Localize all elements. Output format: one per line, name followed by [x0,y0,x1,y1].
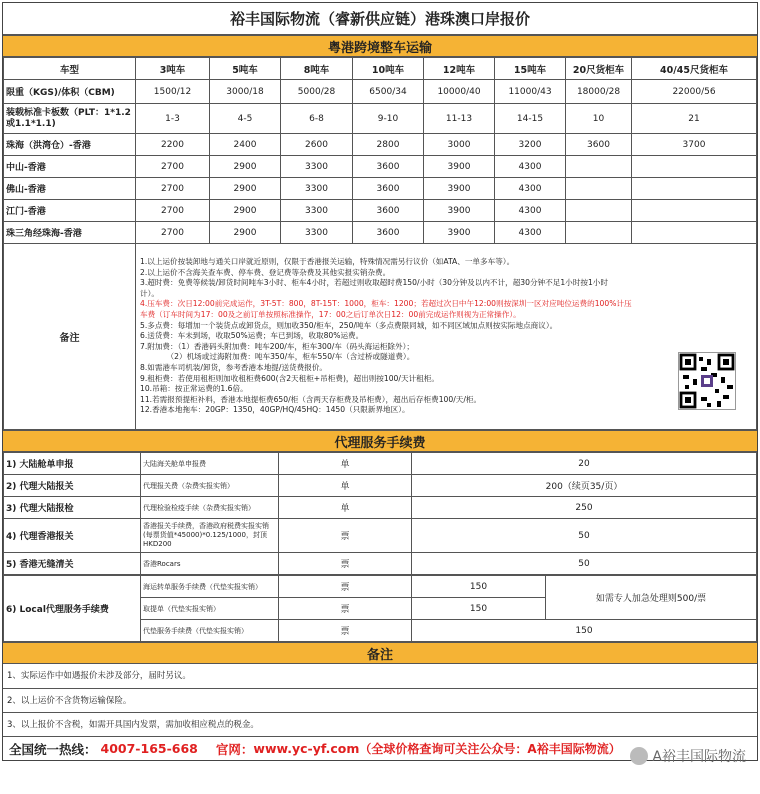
cell: 3300 [281,222,353,244]
service-row [4,519,757,553]
service-unit: 票 [279,553,412,575]
watermark [630,746,746,766]
website-link[interactable]: www.yc-yf.com [253,741,360,756]
local-desc: 取提单（代垫实报实销） [141,598,279,620]
cell: 2700 [136,178,210,200]
cell: 9-10 [353,104,424,134]
section-title-services: 代理服务手续费 [3,430,757,452]
service-label: 3) 代理大陆报检 [4,497,141,519]
cell: 4300 [495,178,566,200]
service-price: 250 [412,497,757,519]
cell: 2600 [281,134,353,156]
cell: 3600 [353,156,424,178]
header-cell: 3吨车 [136,58,210,80]
cell: 2900 [210,200,281,222]
note-line: 11.若需报预提柜补料，香港本地提柜费650/柜（含两天存柜费及吊柜费），超出后存柜费100/天/柜。 [140,394,482,404]
local-price: 150 [412,598,546,620]
route-row [4,134,757,156]
service-price: 200（续页35/页） [412,475,757,497]
note-line: 车费（订车时间为17：00及之前订单按照标准操作，17：00之后订单次日12：00前完成运作则视为正常操作）。 [140,310,521,320]
hotline-phone[interactable]: 4007-165-668 [100,741,198,756]
note-line: 12.香港本地拖车：20GP：1350，40GP/HQ/45HQ：1450（只限新界地区）。 [140,405,410,415]
cell: 3300 [281,156,353,178]
cell: 4300 [495,222,566,244]
note-line: 计）。 [140,288,159,298]
local-unit: 票 [279,620,412,642]
cell: 4300 [495,200,566,222]
cell: 2900 [210,222,281,244]
wechat-note: （全球价格查询可关注公众号：A裕丰国际物流） [359,742,621,756]
local-unit: 票 [279,598,412,620]
price-sheet [2,2,758,761]
limit-row [4,80,757,104]
note-line: 9.租柜费：若使用租柜则加收租柜费600(含2天租柜+吊柜费)，超出则按100/天计租柜。 [140,373,439,383]
service-price: 20 [412,453,757,475]
note-line: 4.压车费：次日12:00前完成运作，3T-5T：800，8T-15T：1000，柜车：1200；若超过次日中午12:00则按深圳一区对应吨位运费的100%计压 [140,299,632,309]
service-price: 50 [412,519,757,553]
local-price: 150 [412,576,546,598]
pallet-row [4,104,757,134]
cell [566,200,632,222]
route-row [4,156,757,178]
cell: 3600 [353,200,424,222]
cell: 2700 [136,222,210,244]
cell: 3900 [424,200,495,222]
row-label: 限重（KGS)/体积（CBM) [4,80,136,104]
section-title-remarks: 备注 [3,642,757,664]
cell: 11-13 [424,104,495,134]
cell: 2900 [210,178,281,200]
wechat-icon [630,747,648,765]
service-fee-table [3,452,757,575]
row-label: 珠三角经珠海-香港 [4,222,136,244]
cell [566,222,632,244]
service-desc: 代理检验检疫手续（杂费实报实销） [141,497,279,519]
note-line: （2）机场或过海附加费：吨车350/车，柜车550/车（含过桥或隧道费）。 [140,352,415,362]
row-label: 佛山-香港 [4,178,136,200]
local-desc: 代垫服务手续费（代垫实报实销） [141,620,279,642]
cell: 3000 [424,134,495,156]
cell: 4-5 [210,104,281,134]
cell: 2700 [136,156,210,178]
cell: 2400 [210,134,281,156]
service-desc: 香港报关手续费，香港政府税费实报实销(每票货值*45000)*0.125/1000，封顶HKD200 [141,519,279,553]
service-row [4,453,757,475]
route-row [4,178,757,200]
cell: 11000/43 [495,80,566,104]
local-desc: 海运转单服务手续费（代垫实报实销） [141,576,279,598]
cell [566,178,632,200]
cell: 3900 [424,178,495,200]
local-side-note: 如需专人加急处理则500/票 [546,576,757,620]
header-cell: 8吨车 [281,58,353,80]
route-row [4,200,757,222]
footer-note: 3、以上报价不含税，如需开具国内发票，需加收相应税点的税金。 [3,712,757,736]
cell: 2900 [210,156,281,178]
row-label: 中山-香港 [4,156,136,178]
route-row [4,222,757,244]
row-label: 珠海（洪湾仓）-香港 [4,134,136,156]
note-line: 10.吊箱：按正常运费的1.6倍。 [140,384,248,394]
cell: 2800 [353,134,424,156]
cell [566,156,632,178]
header-cell: 20尺货柜车 [566,58,632,80]
cell: 3000/18 [210,80,281,104]
local-price: 150 [412,620,757,642]
cell: 3300 [281,200,353,222]
note-line: 2.以上运价不含海关查车费、停车费、登记费等杂费及其他实报实销杂费。 [140,267,391,277]
cell: 3700 [632,134,757,156]
service-label: 1) 大陆舱单申报 [4,453,141,475]
cell: 2700 [136,200,210,222]
cell: 1500/12 [136,80,210,104]
service-label: 2) 代理大陆报关 [4,475,141,497]
note-line: 7.附加费：（1）香港码头附加费：吨车200/车，柜车300/车（码头海运柜除外）； [140,341,414,351]
cell [632,200,757,222]
service-row [4,553,757,575]
cell: 22000/56 [632,80,757,104]
cell: 1-3 [136,104,210,134]
cell: 4300 [495,156,566,178]
qr-code-icon [678,352,736,410]
local-service-table [3,575,757,642]
cell: 3600 [566,134,632,156]
watermark-text: A裕丰国际物流 [652,749,746,765]
service-row [4,475,757,497]
service-unit: 票 [279,519,412,553]
service-label: 4) 代理香港报关 [4,519,141,553]
local-row [4,576,757,598]
header-cell: 10吨车 [353,58,424,80]
cell: 21 [632,104,757,134]
note-line: 1.以上运价按装卸地与通关口岸就近原则，仅限于香港报关运输，特殊情况需另行议价（如ATA、一单多车等）。 [140,257,515,267]
note-line: 8.如需港车司机装/卸货，参考香港本地提/送货费报价。 [140,362,328,372]
cell: 6500/34 [353,80,424,104]
notes-row [4,244,757,430]
notes-block [136,244,757,430]
hotline-label: 全国统一热线： [9,741,97,757]
website-label: 官网： [215,741,254,757]
cell [632,178,757,200]
row-label: 江门-香港 [4,200,136,222]
cell: 10000/40 [424,80,495,104]
service-desc: 香港Rocars [141,553,279,575]
cell [632,222,757,244]
row-label: 装载标准卡板数（PLT：1*1.2 或1.1*1.1) [4,104,136,134]
footer-notes [3,664,757,736]
truck-header-row [4,58,757,80]
cell: 3900 [424,156,495,178]
service-unit: 单 [279,497,412,519]
service-desc: 代理报关费（杂费实报实销） [141,475,279,497]
service-row [4,497,757,519]
footer-note: 2、以上运价不含货物运输保险。 [3,688,757,712]
local-unit: 票 [279,576,412,598]
service-label: 5) 香港无缝清关 [4,553,141,575]
header-cell: 12吨车 [424,58,495,80]
cell: 14-15 [495,104,566,134]
cell: 3900 [424,222,495,244]
local-label: 6) Local代理服务手续费 [4,576,141,642]
truck-price-table [3,57,757,430]
header-cell: 15吨车 [495,58,566,80]
header-cell: 车型 [4,58,136,80]
service-unit: 单 [279,453,412,475]
cell: 5000/28 [281,80,353,104]
cell: 3600 [353,222,424,244]
note-line: 5.多点费：每增加一个装货点或卸货点，则加收350/柜车，250/吨车（多点费限同城，如不同区域加点则按实际地点商议）。 [140,320,558,330]
notes-label: 备注 [4,244,136,430]
cell: 3600 [353,178,424,200]
cell: 2200 [136,134,210,156]
cell: 6-8 [281,104,353,134]
header-cell: 5吨车 [210,58,281,80]
cell: 18000/28 [566,80,632,104]
cell: 3200 [495,134,566,156]
service-desc: 大陆海关舱单申报费 [141,453,279,475]
footer-note: 1、实际运作中如遇报价未涉及部分，届时另议。 [7,671,191,681]
header-cell: 40/45尺货柜车 [632,58,757,80]
cell: 3300 [281,178,353,200]
section-title-trucking: 粤港跨境整车运输 [3,35,757,57]
service-unit: 单 [279,475,412,497]
cell [632,156,757,178]
note-line: 3.超时费：免费等候装/卸货时间吨车3小时、柜车4小时，若超过则收取超时费150/小时（30分钟及以内不计，超30分钟不足1小时按1小时 [140,278,608,288]
note-line: 6.送货费：车未到场，收取50%运费；车已到场，收取80%运费。 [140,331,364,341]
service-price: 50 [412,553,757,575]
cell: 10 [566,104,632,134]
page-title: 裕丰国际物流（睿新供应链）港珠澳口岸报价 [3,3,757,35]
